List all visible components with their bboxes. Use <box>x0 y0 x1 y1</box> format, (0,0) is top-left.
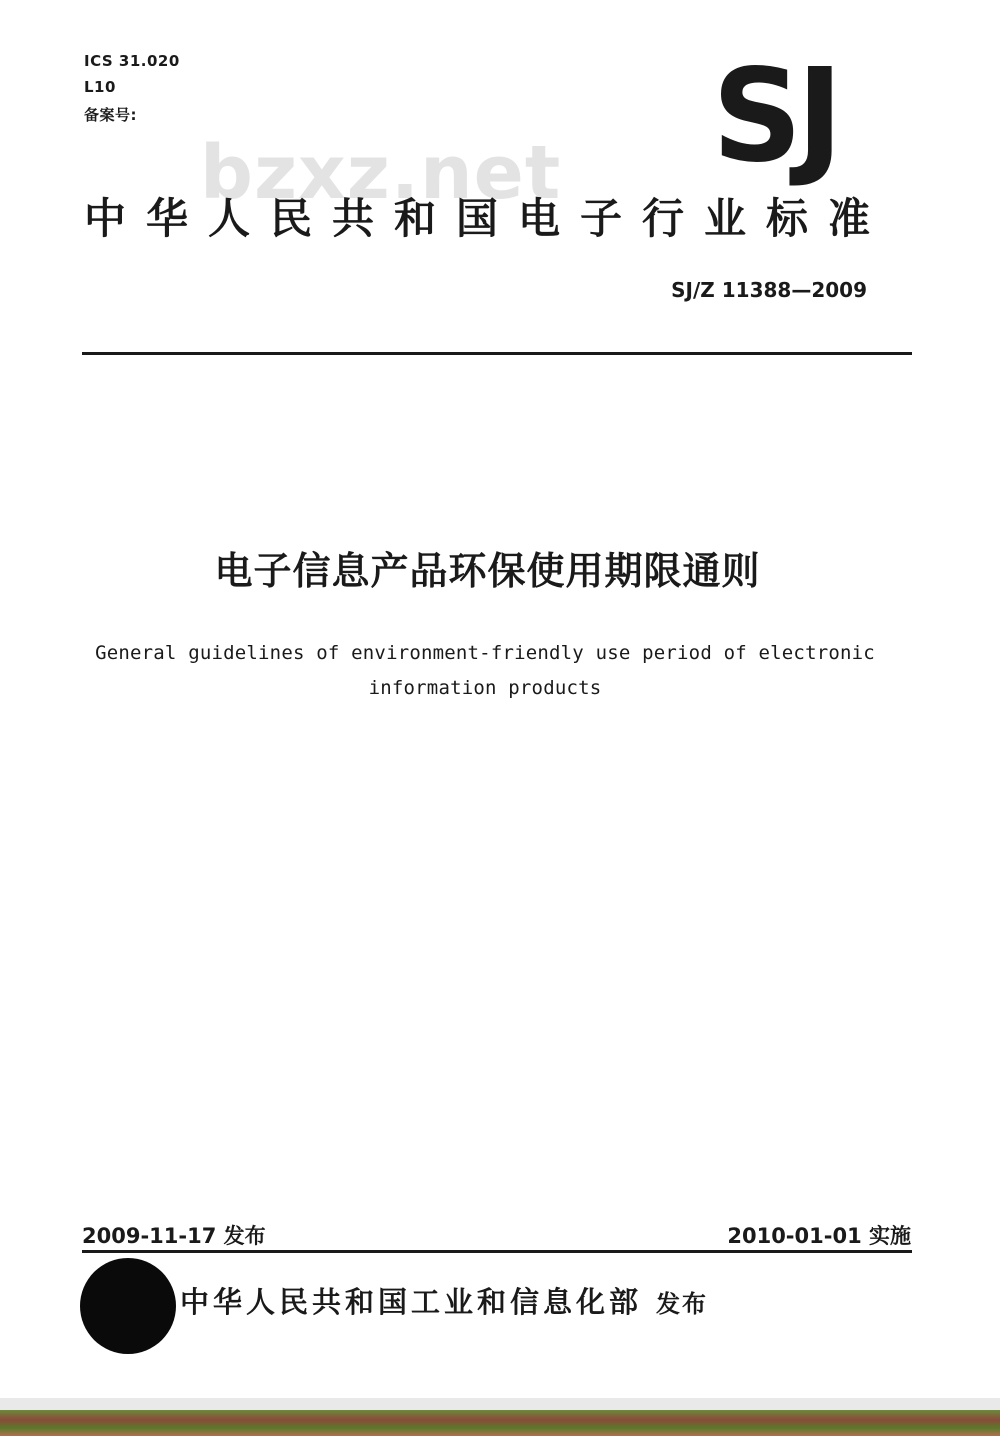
publisher <box>180 1280 708 1321</box>
document-title-chinese: 电子信息产品环保使用期限通则 <box>214 549 761 593</box>
bottom-divider <box>82 1250 912 1253</box>
publisher-name: 中华人民共和国工业和信息化部 <box>180 1285 643 1319</box>
watermark: bzxz.net <box>200 130 562 216</box>
filing-number-label: 备案号: <box>84 106 137 124</box>
issue-date: 2009-11-17 发布 <box>82 1224 266 1248</box>
english-title-line-2: information products <box>368 677 602 699</box>
sj-logo: SJ <box>712 42 838 191</box>
standard-number: SJ/Z 11388—2009 <box>671 278 867 302</box>
top-divider <box>82 352 912 355</box>
seal-mark <box>80 1258 176 1354</box>
background-strip <box>0 1398 1000 1436</box>
classification-code: L10 <box>84 78 116 96</box>
implementation-date: 2010-01-01 实施 <box>727 1224 911 1248</box>
ics-code: ICS 31.020 <box>84 52 180 70</box>
publisher-suffix: 发布 <box>656 1290 709 1318</box>
document-title-english <box>60 636 910 706</box>
standard-type-title: 中华人民共和国电子行业标准 <box>84 194 891 243</box>
english-title-line-1: General guidelines of environment-friendly use period of electronic <box>95 642 875 664</box>
